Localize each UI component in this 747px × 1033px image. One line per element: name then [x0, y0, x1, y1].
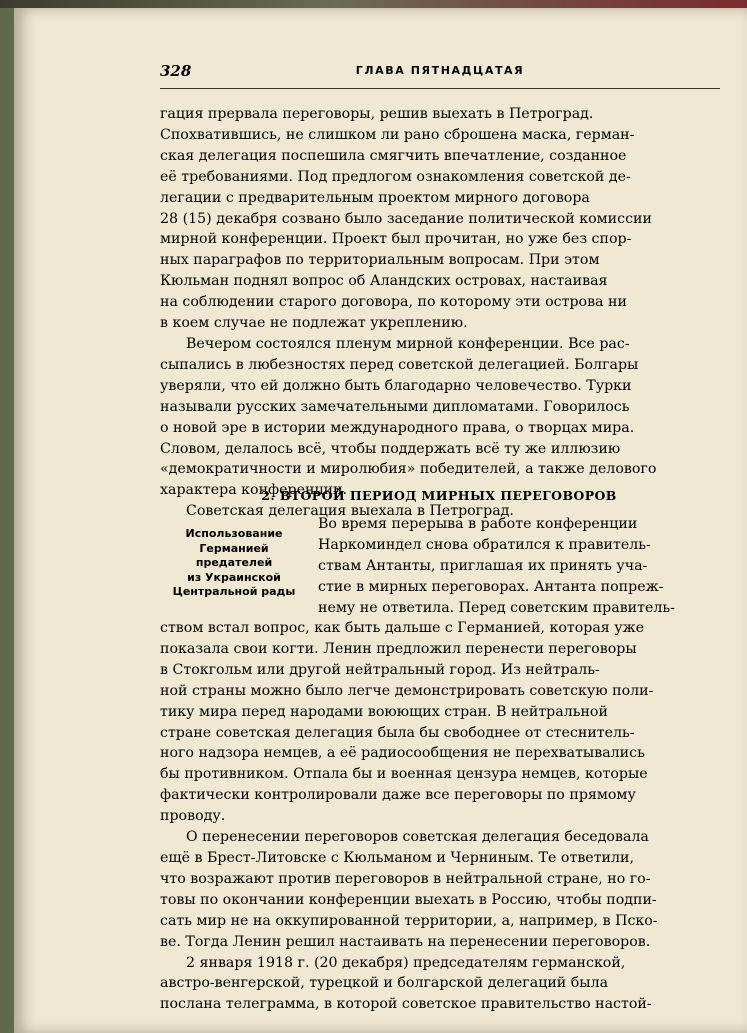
paragraph-6 [160, 953, 718, 1016]
text-line: Советская делегация выехала в Петроград. [186, 503, 514, 520]
text-line: ной страны можно было легче демонстрировать советскую поли- [160, 682, 654, 699]
scan-top-edge [0, 0, 747, 8]
text-line: ещё в Брест-Литовске с Кюльманом и Черниным. Те ответили, [160, 849, 634, 866]
text-line: проводу. [160, 808, 226, 825]
text-line: стие в мирных переговорах. Антанта попреж- [318, 578, 664, 595]
text-line: фактически контролировали даже все переговоры по прямому [160, 787, 636, 804]
text-line: показала свои когти. Ленин предложил перенести переговоры [160, 640, 637, 657]
paragraph-2 [160, 334, 718, 501]
paragraph-4-wide [160, 618, 718, 827]
text-line: Наркоминдел снова обратился к правитель- [318, 536, 651, 553]
text-line: на соблюдении старого договора, по которому эти острова ни [160, 294, 627, 311]
text-line: тику мира перед народами воюющих стран. В нейтральной [160, 703, 608, 720]
text-line: ве. Тогда Ленин решил настаивать на перенесении переговоров. [160, 933, 651, 950]
section-title: 2. ВТОРОЙ ПЕРИОД МИРНЫХ ПЕРЕГОВОРОВ [261, 488, 617, 503]
body-text-top [160, 104, 718, 522]
text-line: Кюльман поднял вопрос об Аландских островах, настаивая [160, 273, 608, 290]
text-line: 28 (15) декабря созвано было заседание политической комиссии [160, 210, 652, 227]
text-line: послана телеграмма, в которой советское правительство настой- [160, 996, 652, 1013]
text-line: ствам Антанты, приглашая их принять уча- [318, 557, 648, 574]
text-line: что возражают против переговоров в нейтральной стране, но го- [160, 870, 651, 887]
text-line: в Стокгольм или другой нейтральный город. Из нейтраль- [160, 661, 600, 678]
text-line: ного надзора немцев, а её радиосообщения не перехватывались [160, 745, 645, 762]
text-line: «демократичности и миролюбия» победителей, а также делового [160, 461, 657, 478]
header-rule [160, 88, 720, 89]
text-line: 2 января 1918 г. (20 декабря) председателям германской, [186, 954, 626, 971]
margin-note [160, 527, 308, 600]
page-number: 328 [160, 62, 192, 80]
margin-note-line: предателей [195, 556, 273, 569]
text-line: называли русских замечательными дипломатами. Говорилось [160, 398, 630, 415]
margin-note-line: Использование [185, 527, 283, 540]
paragraph-1 [160, 104, 718, 334]
text-line: Вечером состоялся пленум мирной конференции. Все рас- [186, 335, 630, 352]
margin-note-line: Германией [199, 541, 269, 555]
text-line: ская делегация поспешила смягчить впечатление, созданное [160, 147, 627, 164]
text-line: в коем случае не подлежат укреплению. [160, 315, 468, 332]
text-line: австро-венгерской, турецкой и болгарской делегаций была [160, 975, 609, 992]
text-line: бы противником. Отпала бы и военная цензура немцев, которые [160, 766, 648, 783]
text-line: ных параграфов по территориальным вопросам. При этом [160, 252, 600, 269]
text-line: сать мир не на оккупированной территории, а, например, в Пско- [160, 912, 658, 929]
text-line: сыпались в любезностях перед советской делегацией. Болгары [160, 356, 639, 373]
text-line: Спохватившись, не слишком ли рано сброшена маска, герман- [160, 126, 635, 143]
text-line: стране советская делегация была бы свободнее от стеснитель- [160, 724, 635, 741]
text-line: характера конференции. [160, 482, 348, 499]
text-line: ством встал вопрос, как быть дальше с Германией, которая уже [160, 620, 645, 636]
body-text-bottom [160, 618, 718, 1015]
margin-note-line: Центральной рады [172, 585, 296, 598]
page-header [160, 62, 720, 82]
paragraph-5 [160, 827, 718, 952]
text-line: о новой эре в истории международного права, о творцах мира. [160, 419, 635, 436]
text-line: нему не ответила. Перед советским правитель- [318, 599, 675, 616]
paragraph-4-narrow [318, 514, 718, 619]
text-line: товы по окончании конференции выехать в Россию, чтобы подпи- [160, 891, 657, 908]
text-line: О перенесении переговоров советская делегация беседовала [186, 829, 649, 846]
margin-note-line: из Украинской [187, 570, 281, 584]
text-line: легации с предварительным проектом мирного договора [160, 189, 590, 206]
text-line: мирной конференции. Проект был прочитан, но уже без спор- [160, 231, 632, 248]
text-line: её требованиями. Под предлогом ознакомления советской де- [160, 168, 631, 185]
text-line: Словом, делалось всё, чтобы поддержать всё ту же иллюзию [160, 440, 621, 457]
text-line: уверяли, что ей должно быть благодарно человечество. Турки [160, 377, 632, 394]
text-line: Во время перерыва в работе конференции [318, 516, 638, 532]
running-head: ГЛАВА ПЯТНАДЦАТАЯ [355, 64, 525, 77]
text-line: гация прервала переговоры, решив выехать в Петроград. [160, 106, 594, 122]
